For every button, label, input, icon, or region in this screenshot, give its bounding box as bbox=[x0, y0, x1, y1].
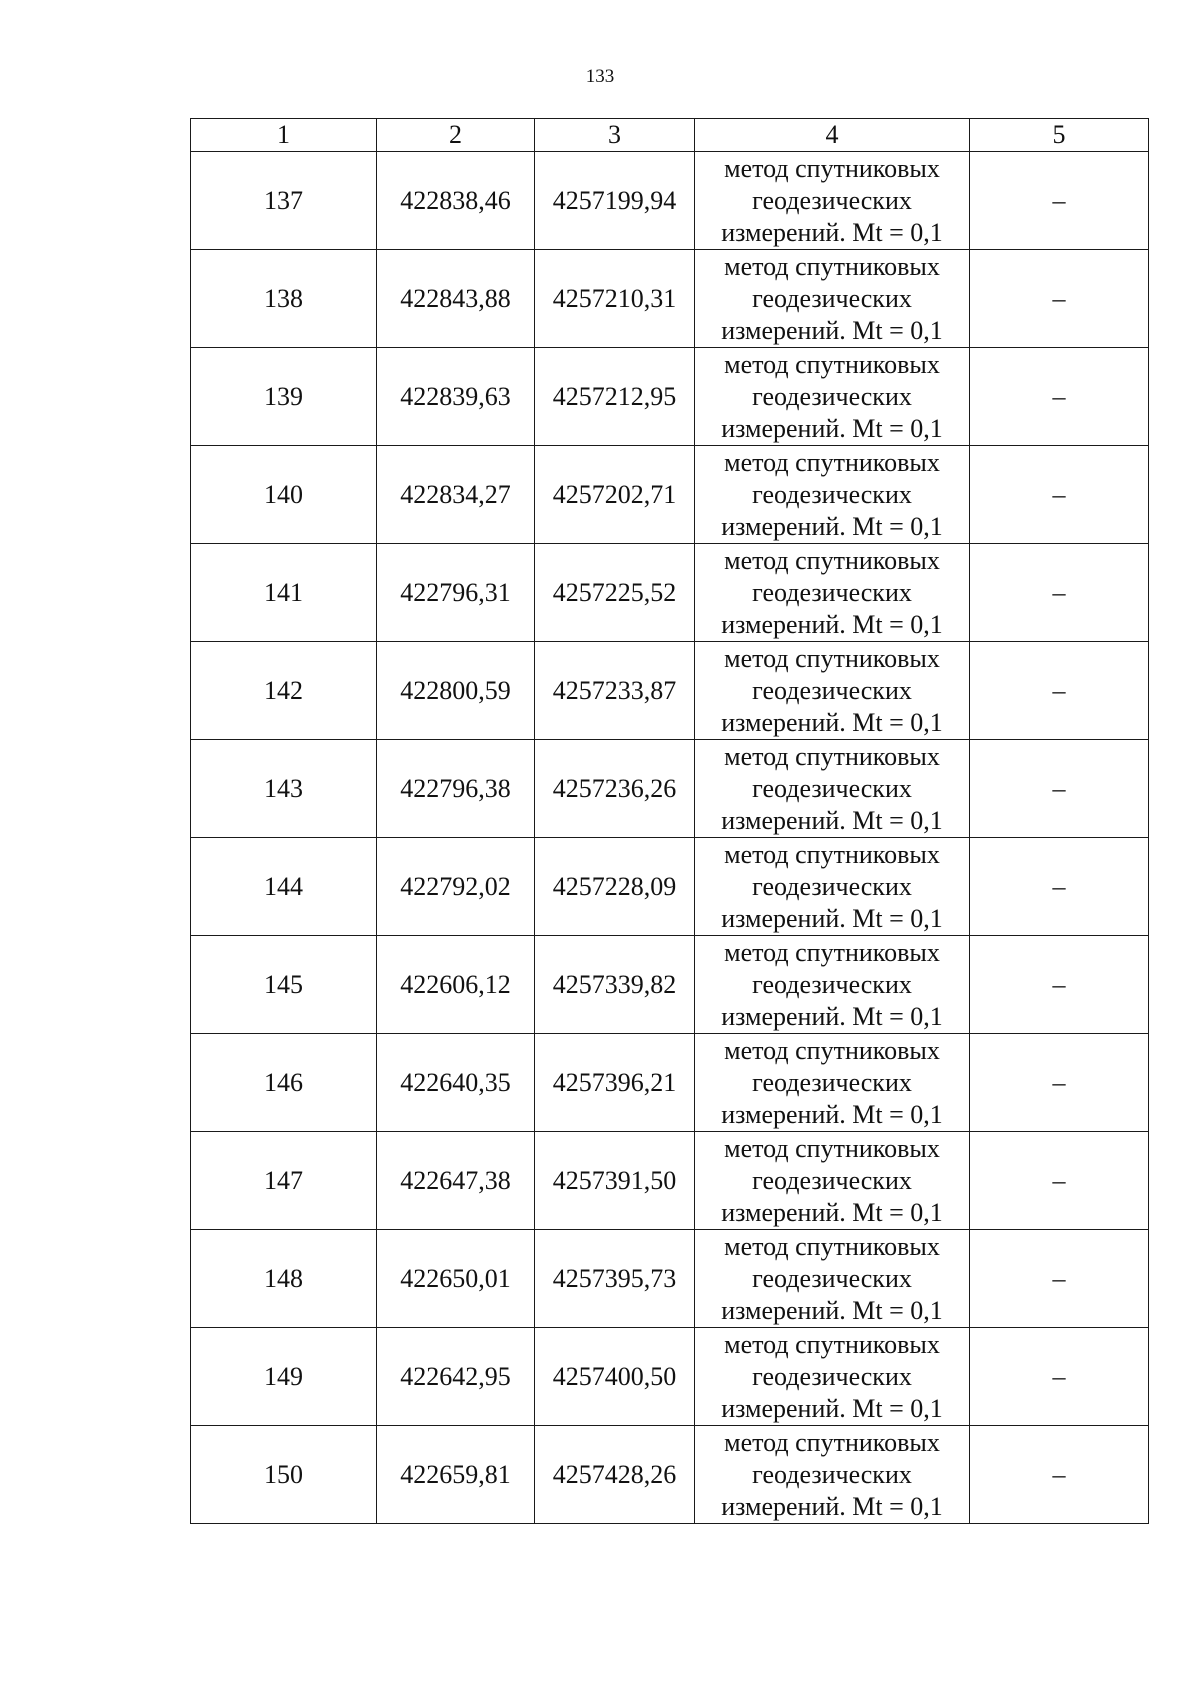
x-coordinate-cell: 422796,38 bbox=[377, 740, 535, 838]
x-coordinate-cell: 422640,35 bbox=[377, 1034, 535, 1132]
column-header-1: 1 bbox=[191, 119, 377, 152]
note-cell: – bbox=[970, 250, 1149, 348]
method-cell: метод спутниковых геодезических измерений. Mt = 0,1 bbox=[695, 936, 970, 1034]
note-cell: – bbox=[970, 1034, 1149, 1132]
point-number-cell: 148 bbox=[191, 1230, 377, 1328]
table-row bbox=[191, 446, 1149, 544]
table-row bbox=[191, 1034, 1149, 1132]
table-row bbox=[191, 1132, 1149, 1230]
method-cell: метод спутниковых геодезических измерений. Mt = 0,1 bbox=[695, 250, 970, 348]
method-cell: метод спутниковых геодезических измерений. Mt = 0,1 bbox=[695, 1132, 970, 1230]
method-cell: метод спутниковых геодезических измерений. Mt = 0,1 bbox=[695, 348, 970, 446]
table-row bbox=[191, 642, 1149, 740]
column-header-5: 5 bbox=[970, 119, 1149, 152]
method-cell: метод спутниковых геодезических измерений. Mt = 0,1 bbox=[695, 544, 970, 642]
y-coordinate-cell: 4257400,50 bbox=[535, 1328, 695, 1426]
table-body bbox=[191, 152, 1149, 1524]
point-number-cell: 144 bbox=[191, 838, 377, 936]
note-cell: – bbox=[970, 544, 1149, 642]
note-cell: – bbox=[970, 1426, 1149, 1524]
point-number-cell: 149 bbox=[191, 1328, 377, 1426]
note-cell: – bbox=[970, 152, 1149, 250]
x-coordinate-cell: 422642,95 bbox=[377, 1328, 535, 1426]
note-cell: – bbox=[970, 740, 1149, 838]
table-row bbox=[191, 1426, 1149, 1524]
point-number-cell: 140 bbox=[191, 446, 377, 544]
table-row bbox=[191, 936, 1149, 1034]
table-row bbox=[191, 1230, 1149, 1328]
note-cell: – bbox=[970, 838, 1149, 936]
y-coordinate-cell: 4257236,26 bbox=[535, 740, 695, 838]
x-coordinate-cell: 422838,46 bbox=[377, 152, 535, 250]
x-coordinate-cell: 422796,31 bbox=[377, 544, 535, 642]
note-cell: – bbox=[970, 1132, 1149, 1230]
y-coordinate-cell: 4257396,21 bbox=[535, 1034, 695, 1132]
y-coordinate-cell: 4257428,26 bbox=[535, 1426, 695, 1524]
column-header-3: 3 bbox=[535, 119, 695, 152]
y-coordinate-cell: 4257225,52 bbox=[535, 544, 695, 642]
method-cell: метод спутниковых геодезических измерений. Mt = 0,1 bbox=[695, 838, 970, 936]
column-header-2: 2 bbox=[377, 119, 535, 152]
y-coordinate-cell: 4257228,09 bbox=[535, 838, 695, 936]
point-number-cell: 141 bbox=[191, 544, 377, 642]
x-coordinate-cell: 422659,81 bbox=[377, 1426, 535, 1524]
method-cell: метод спутниковых геодезических измерений. Mt = 0,1 bbox=[695, 1230, 970, 1328]
x-coordinate-cell: 422843,88 bbox=[377, 250, 535, 348]
point-number-cell: 137 bbox=[191, 152, 377, 250]
note-cell: – bbox=[970, 1230, 1149, 1328]
note-cell: – bbox=[970, 1328, 1149, 1426]
point-number-cell: 143 bbox=[191, 740, 377, 838]
table-row bbox=[191, 250, 1149, 348]
method-cell: метод спутниковых геодезических измерений. Mt = 0,1 bbox=[695, 740, 970, 838]
y-coordinate-cell: 4257339,82 bbox=[535, 936, 695, 1034]
method-cell: метод спутниковых геодезических измерений. Mt = 0,1 bbox=[695, 1426, 970, 1524]
point-number-cell: 146 bbox=[191, 1034, 377, 1132]
x-coordinate-cell: 422606,12 bbox=[377, 936, 535, 1034]
point-number-cell: 145 bbox=[191, 936, 377, 1034]
x-coordinate-cell: 422792,02 bbox=[377, 838, 535, 936]
table-row bbox=[191, 348, 1149, 446]
y-coordinate-cell: 4257212,95 bbox=[535, 348, 695, 446]
y-coordinate-cell: 4257202,71 bbox=[535, 446, 695, 544]
y-coordinate-cell: 4257199,94 bbox=[535, 152, 695, 250]
point-number-cell: 147 bbox=[191, 1132, 377, 1230]
coordinates-table bbox=[190, 118, 1149, 1524]
note-cell: – bbox=[970, 348, 1149, 446]
y-coordinate-cell: 4257210,31 bbox=[535, 250, 695, 348]
x-coordinate-cell: 422834,27 bbox=[377, 446, 535, 544]
method-cell: метод спутниковых геодезических измерений. Mt = 0,1 bbox=[695, 152, 970, 250]
point-number-cell: 150 bbox=[191, 1426, 377, 1524]
table-row bbox=[191, 544, 1149, 642]
x-coordinate-cell: 422647,38 bbox=[377, 1132, 535, 1230]
table-row bbox=[191, 740, 1149, 838]
method-cell: метод спутниковых геодезических измерений. Mt = 0,1 bbox=[695, 642, 970, 740]
y-coordinate-cell: 4257391,50 bbox=[535, 1132, 695, 1230]
point-number-cell: 138 bbox=[191, 250, 377, 348]
note-cell: – bbox=[970, 446, 1149, 544]
x-coordinate-cell: 422650,01 bbox=[377, 1230, 535, 1328]
table-row bbox=[191, 152, 1149, 250]
column-header-4: 4 bbox=[695, 119, 970, 152]
method-cell: метод спутниковых геодезических измерений. Mt = 0,1 bbox=[695, 446, 970, 544]
point-number-cell: 139 bbox=[191, 348, 377, 446]
note-cell: – bbox=[970, 642, 1149, 740]
table-row bbox=[191, 1328, 1149, 1426]
x-coordinate-cell: 422839,63 bbox=[377, 348, 535, 446]
note-cell: – bbox=[970, 936, 1149, 1034]
method-cell: метод спутниковых геодезических измерений. Mt = 0,1 bbox=[695, 1328, 970, 1426]
y-coordinate-cell: 4257233,87 bbox=[535, 642, 695, 740]
header-row bbox=[191, 119, 1149, 152]
x-coordinate-cell: 422800,59 bbox=[377, 642, 535, 740]
page-number: 133 bbox=[585, 66, 615, 87]
method-cell: метод спутниковых геодезических измерений. Mt = 0,1 bbox=[695, 1034, 970, 1132]
y-coordinate-cell: 4257395,73 bbox=[535, 1230, 695, 1328]
table-row bbox=[191, 838, 1149, 936]
point-number-cell: 142 bbox=[191, 642, 377, 740]
